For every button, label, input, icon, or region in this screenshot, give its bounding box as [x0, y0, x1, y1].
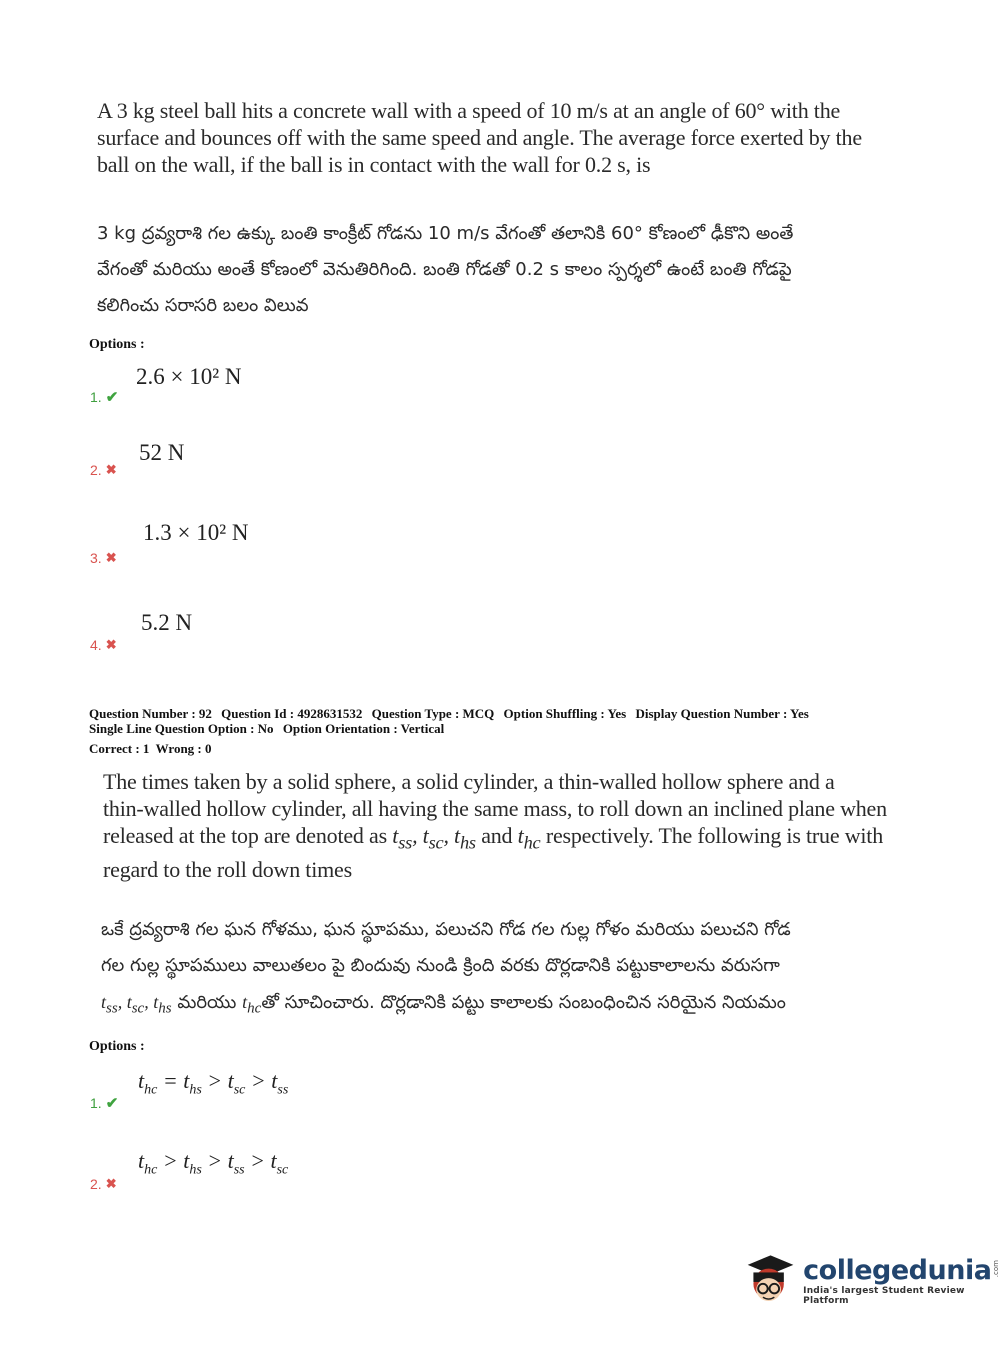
option-2-marker: [90, 1176, 117, 1192]
math-symbols: $t_{ss}$, $t_{sc}$, $t_{hs}$: [392, 823, 476, 853]
meta-line-1: Question Number : 92 Question Id : 4928631532 Question Type : MCQ Option Shuffling : Yes Display Question Number : Yes: [89, 706, 809, 721]
math-symbols: $t_{ss}$, $t_{sc}$, $t_{hs}$: [101, 992, 172, 1017]
cross-icon: ✖: [105, 550, 117, 565]
cross-icon: ✖: [105, 462, 117, 477]
text-line: The times taken by a solid sphere, a solid cylinder, a thin-walled hollow sphere and a: [103, 769, 835, 794]
text-line: ball on the wall, if the ball is in contact with the wall for 0.2 s, is: [97, 152, 651, 177]
logo-name: collegedunia: [803, 1255, 992, 1286]
option-1-text[interactable]: $t_{hc} = t_{hs} > t_{sc} > t_{ss}$: [138, 1068, 289, 1098]
text-line: regard to the roll down times: [103, 857, 352, 883]
option-4-marker: [90, 637, 117, 653]
text-line: A 3 kg steel ball hits a concrete wall with a speed of 10 m/s at an angle of 60° with the: [97, 98, 841, 123]
text-line: $t_{ss}$, $t_{sc}$, $t_{hs}$ మరియు $t_{hc}తో$ సూచించారు. దొర్లడానికి పట్టు కాలాలకు సంబంధించిన సరియైన నియమం: [101, 992, 786, 1017]
text-line: గల గుల్ల స్థూపములు వాలుతలం పై బిందువు నుండి క్రింది వరకు దొర్లడానికి పట్టుకాలాలను వరుసగా: [101, 955, 780, 976]
option-number: 3.: [90, 550, 102, 566]
check-icon: ✔: [105, 389, 119, 406]
mascot-icon: [742, 1250, 797, 1312]
text-line: released at the top are denoted as $t_{ss}$, $t_{sc}$, $t_{hs}$ and $t_{hc}$ respectively. The following is true with: [103, 823, 884, 853]
cross-icon: ✖: [105, 637, 117, 652]
cross-icon: ✖: [105, 1176, 117, 1191]
check-icon: ✔: [105, 1095, 119, 1112]
options-label: Options :: [89, 1039, 145, 1054]
option-3-text[interactable]: 1.3 × 10² N: [143, 520, 249, 545]
option-number: 2.: [90, 1176, 102, 1192]
math-symbol: $t_{hc}$: [517, 823, 541, 853]
option-2-text[interactable]: $t_{hc} > t_{hs} > t_{ss} > t_{sc}$: [138, 1148, 289, 1178]
logo-suffix: .com: [992, 1260, 1001, 1278]
logo-name-row: [803, 1256, 1001, 1286]
option-number: 2.: [90, 462, 102, 478]
option-2-marker: [90, 462, 117, 478]
collegedunia-logo[interactable]: [742, 1250, 1001, 1312]
option-number: 4.: [90, 637, 102, 653]
question-92-text-te: [101, 912, 911, 1027]
option-2-text[interactable]: 52 N: [139, 440, 185, 465]
math-symbol: $t_{hc}$: [242, 992, 262, 1017]
text-line: surface and bounces off with the same speed and angle. The average force exerted by the: [97, 125, 862, 150]
logo-text: [803, 1256, 1001, 1306]
meta-line-2: Single Line Question Option : No Option Orientation : Vertical: [89, 721, 445, 736]
question-92-meta: [89, 706, 909, 756]
option-number: 1.: [90, 1095, 102, 1111]
question-92-text-en: [103, 768, 903, 883]
option-3-marker: [90, 550, 117, 566]
logo-tagline: India's largest Student Review Platform: [803, 1286, 965, 1306]
option-number: 1.: [90, 389, 102, 405]
text-line: thin-walled hollow cylinder, all having the same mass, to roll down an inclined plane when: [103, 796, 887, 821]
question-91-text-te: [97, 216, 907, 324]
option-1-text[interactable]: 2.6 × 10² N: [136, 364, 242, 389]
text-line: వేగంతో మరియు అంతే కోణంలో వెనుతిరిగింది. బంతి గోడతో 0.2 s కాలం స్పర్శలో ఉంటే బంతి గోడపై: [97, 259, 792, 280]
text-line: కలిగించు సరాసరి బలం విలువ: [97, 295, 309, 316]
option-1-marker: [90, 1094, 118, 1112]
text-line: 3 kg ద్రవ్యరాశి గల ఉక్కు బంతి కాంక్రీట్ గోడను 10 m/s వేగంతో తలానికి 60° కోణంలో ఢీకొని అంతే: [97, 223, 794, 244]
options-label: Options :: [89, 337, 145, 352]
question-91-text-en: [97, 97, 897, 178]
text-line: ఒకే ద్రవ్యరాశి గల ఘన గోళము, ఘన స్థూపము, పలుచని గోడ గల గుల్ల గోళం మరియు పలుచని గోడ: [101, 919, 791, 940]
option-1-marker: [90, 388, 118, 406]
option-4-text[interactable]: 5.2 N: [141, 610, 193, 635]
meta-line-3: Correct : 1 Wrong : 0: [89, 741, 212, 756]
